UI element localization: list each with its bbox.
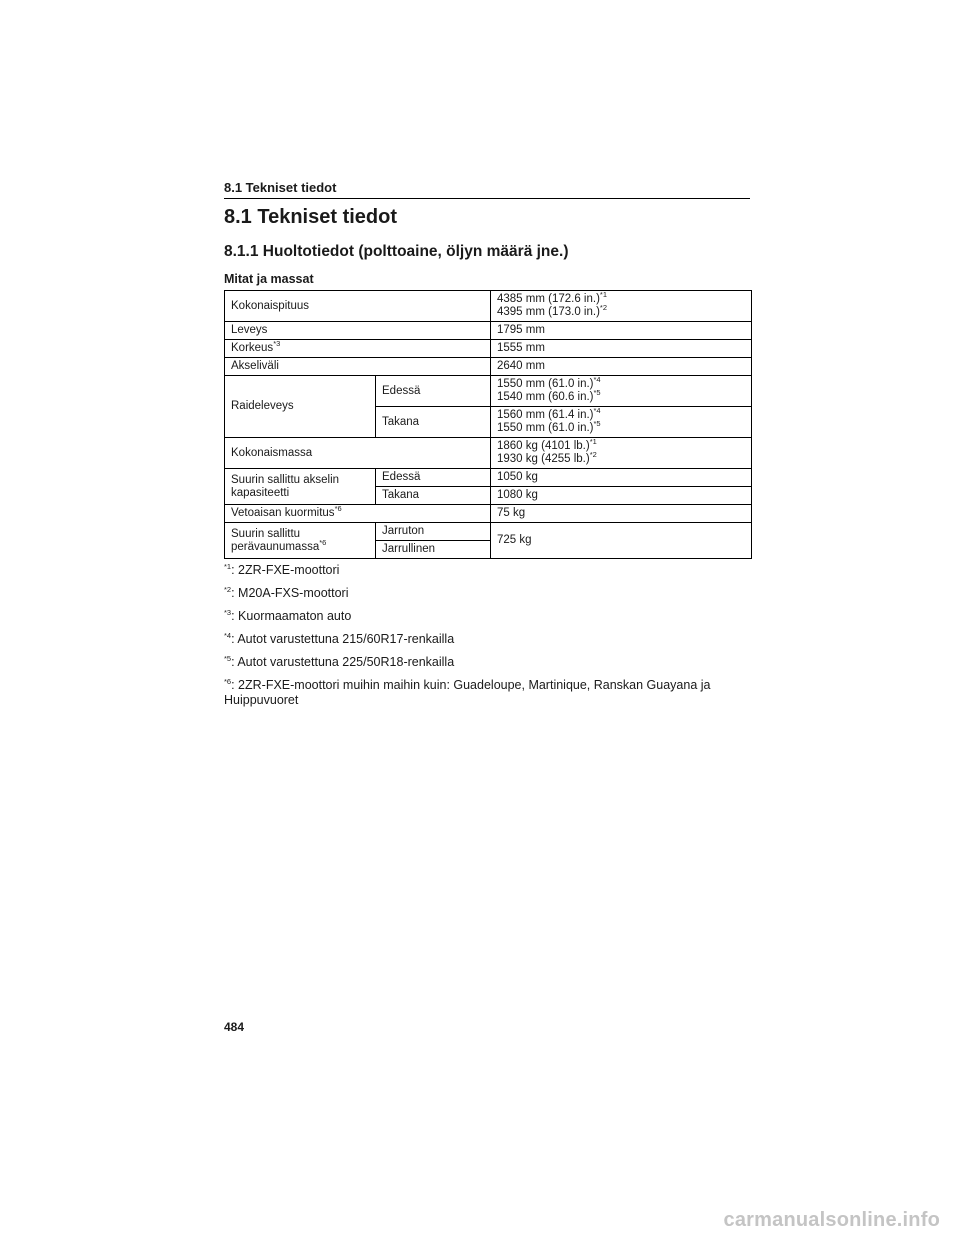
table-cell-label: Suurin sallittu perävaunumassa$^{*6}$ <box>225 523 376 559</box>
watermark-logo: carmanualsonline.info <box>723 1209 940 1231</box>
footnotes <box>224 563 754 716</box>
table-cell-label: Akseliväli <box>225 358 491 376</box>
section-title: 8.1 Tekniset tiedot <box>224 206 398 228</box>
table-row <box>225 291 752 322</box>
table-cell-sublabel: Jarruton <box>376 523 491 541</box>
page-number: 484 <box>224 1020 245 1034</box>
table-row <box>225 340 752 358</box>
table-cell-value: 2640 mm <box>491 358 752 376</box>
table-cell-value: 1795 mm <box>491 322 752 340</box>
table-row <box>225 505 752 523</box>
table-cell-value: 725 kg <box>491 523 752 559</box>
table-cell-label: Raideleveys <box>225 376 376 438</box>
table-cell-label: Kokonaispituus <box>225 291 491 322</box>
table-cell-value: 1560 mm (61.4 in.)$^{*4}$ 1550 mm (61.0 in.)$^{*5}$ <box>491 407 752 438</box>
table-cell-value: 75 kg <box>491 505 752 523</box>
table-cell-sublabel: Edessä <box>376 376 491 407</box>
footnote: $^{*3}$: Kuormaamaton auto <box>224 608 352 623</box>
table-row <box>225 438 752 469</box>
table-row <box>225 376 752 407</box>
table-cell-sublabel: Takana <box>376 407 491 438</box>
table-cell-value: 1050 kg <box>491 469 752 487</box>
footnote: $^{*4}$: Autot varustettuna 215/60R17-renkailla <box>224 631 455 646</box>
table-cell-value: 4385 mm (172.6 in.)$^{*1}$ 4395 mm (173.0 in.)$^{*2}$ <box>491 291 752 322</box>
table-cell-value: 1080 kg <box>491 487 752 505</box>
table-cell-label: Leveys <box>225 322 491 340</box>
running-header: 8.1 Tekniset tiedot <box>224 180 750 199</box>
table-cell-sublabel: Jarrullinen <box>376 541 491 559</box>
table-cell-sublabel: Takana <box>376 487 491 505</box>
footnote: $^{*2}$: M20A-FXS-moottori <box>224 585 349 600</box>
footnote: $^{*1}$: 2ZR-FXE-moottori <box>224 562 340 577</box>
table-cell-label: Suurin sallittu akselin kapasiteetti <box>225 469 376 505</box>
table-cell-label: Vetoaisan kuormitus$^{*6}$ <box>225 505 491 523</box>
footnote: $^{*6}$: 2ZR-FXE-moottori muihin maihin kuin: Guadeloupe, Martinique, Ranskan Guayana ja Huippuvuoret <box>224 677 711 707</box>
table-cell-value: 1860 kg (4101 lb.)$^{*1}$ 1930 kg (4255 lb.)$^{*2}$ <box>491 438 752 469</box>
table-row <box>225 358 752 376</box>
footnote: $^{*5}$: Autot varustettuna 225/50R18-renkailla <box>224 654 455 669</box>
table-cell-sublabel: Edessä <box>376 469 491 487</box>
table-cell-value: 1555 mm <box>491 340 752 358</box>
table-cell-label: Korkeus$^{*3}$ <box>225 340 491 358</box>
table-cell-label: Kokonaismassa <box>225 438 491 469</box>
table-row <box>225 523 752 541</box>
table-row <box>225 322 752 340</box>
table-heading: Mitat ja massat <box>224 272 314 286</box>
subsection-title: 8.1.1 Huoltotiedot (polttoaine, öljyn määrä jne.) <box>224 243 569 260</box>
dimensions-weights-table <box>224 290 752 559</box>
table-row <box>225 469 752 487</box>
table-cell-value: 1550 mm (61.0 in.)$^{*4}$ 1540 mm (60.6 in.)$^{*5}$ <box>491 376 752 407</box>
